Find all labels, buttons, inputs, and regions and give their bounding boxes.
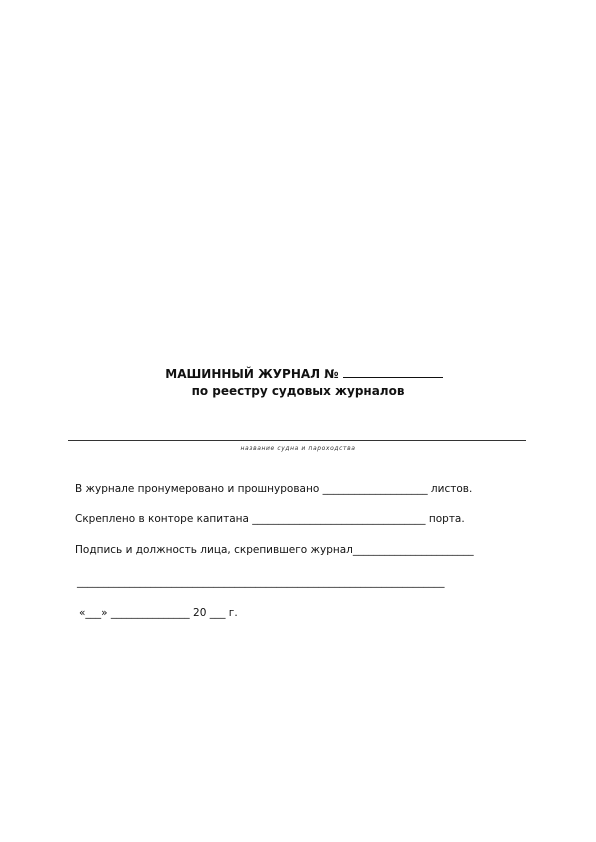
vessel-name-caption: название судна и пароходства [240,445,356,452]
sealed-at-office-line: Скреплено в конторе капитана _________________________________ порта. [75,513,465,525]
pages-numbered-line: В журнале пронумеровано и прошнуровано ____________________ листов. [75,483,473,495]
journal-title-text: МАШИННЫЙ ЖУРНАЛ № [165,367,339,381]
journal-title [6,364,596,382]
signature-continuation-line: ______________________________________________________________________ [77,576,445,588]
vessel-name-line [68,440,526,441]
signature-line: Подпись и должность лица, скрепившего журнал_______________________ [75,544,474,556]
date-line: «___» _______________ 20 ___ г. [79,607,238,619]
journal-number-blank [343,364,443,378]
journal-subtitle: по реестру судовых журналов [191,384,405,398]
